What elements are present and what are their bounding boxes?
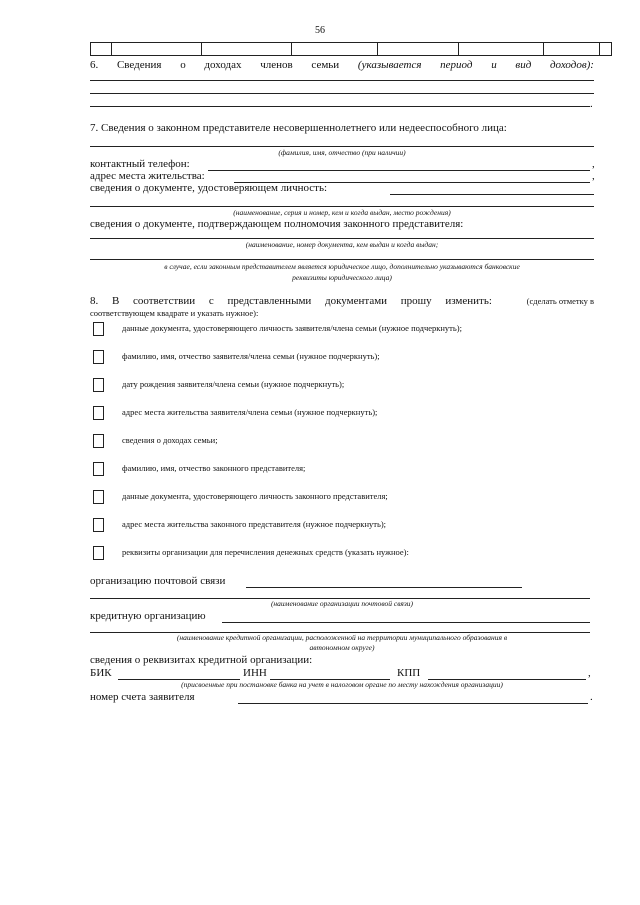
representative-name-caption: (фамилия, имя, отчество (при наличии) bbox=[278, 148, 406, 157]
credit-org-caption-1: (наименование кредитной организации, расположенной на территории муниципального образования в bbox=[176, 633, 508, 642]
table-row-fragment bbox=[90, 42, 612, 56]
option-checkbox[interactable] bbox=[93, 406, 104, 420]
section-6-word: доходах bbox=[204, 59, 242, 71]
section-8-word: представленными bbox=[227, 295, 312, 307]
option-label: данные документа, удостоверяющего личность законного представителя; bbox=[122, 491, 388, 501]
option-checkbox[interactable] bbox=[93, 518, 104, 532]
option-label: адрес места жительства законного представителя (нужное подчеркнуть); bbox=[122, 519, 387, 529]
authority-doc-field[interactable] bbox=[90, 238, 594, 239]
section-8-word: В bbox=[111, 295, 120, 307]
inn-label: ИНН bbox=[243, 667, 267, 679]
credit-org-label: кредитную организацию bbox=[90, 610, 206, 622]
option-label: адрес места жительства заявителя/члена семьи (нужное подчеркнуть); bbox=[122, 407, 378, 417]
identity-doc-field-2[interactable] bbox=[90, 206, 594, 207]
table-cell-divider bbox=[291, 43, 292, 55]
section-8-title-main bbox=[90, 296, 492, 307]
section-6-title bbox=[90, 60, 594, 71]
section-8-subtitle: соответствующем квадрате и указать нужное): bbox=[90, 308, 259, 318]
identity-doc-field[interactable] bbox=[390, 194, 594, 195]
legal-entity-note-2: реквизиты юридического лица) bbox=[292, 273, 392, 282]
page-number: 56 bbox=[315, 25, 325, 36]
section-6-word: 6. bbox=[90, 59, 99, 71]
option-label: реквизиты организации для перечисления денежных средств (указать нужное): bbox=[122, 547, 409, 557]
table-cell-divider bbox=[458, 43, 459, 55]
phone-field[interactable] bbox=[208, 170, 590, 171]
section-6-word: семьи bbox=[311, 59, 340, 71]
section-8-word: изменить: bbox=[445, 295, 492, 307]
option-checkbox[interactable] bbox=[93, 546, 104, 560]
section-8-word: с bbox=[208, 295, 214, 307]
authority-doc-label: сведения о документе, подтверждающем полномочия законного представителя: bbox=[90, 218, 464, 230]
section-6-word: вид bbox=[515, 59, 532, 71]
option-checkbox[interactable] bbox=[93, 462, 104, 476]
option-checkbox[interactable] bbox=[93, 490, 104, 504]
option-checkbox[interactable] bbox=[93, 350, 104, 364]
identity-doc-label: сведения о документе, удостоверяющем личность: bbox=[90, 182, 328, 194]
account-period: . bbox=[590, 691, 593, 703]
account-field[interactable] bbox=[238, 703, 588, 704]
section-8-title bbox=[90, 296, 594, 307]
table-cell-divider bbox=[543, 43, 544, 55]
option-checkbox[interactable] bbox=[93, 322, 104, 336]
authority-doc-field-2[interactable] bbox=[90, 259, 594, 260]
bik-label: БИК bbox=[90, 667, 112, 679]
authority-doc-caption: (наименование, номер документа, кем выдан и когда выдан; bbox=[245, 240, 439, 249]
credit-org-caption-2: автономном округе) bbox=[309, 643, 375, 652]
post-org-label: организацию почтовой связи bbox=[90, 575, 226, 587]
legal-entity-note-1: в случае, если законным представителем является юридическое лицо, дополнительно указываются банковские bbox=[164, 262, 520, 271]
option-label: фамилию, имя, отчество заявителя/члена семьи (нужное подчеркнуть); bbox=[122, 351, 380, 361]
kpp-label: КПП bbox=[397, 667, 421, 679]
section-8-word: соответствии bbox=[133, 295, 196, 307]
post-org-caption: (наименование организации почтовой связи) bbox=[270, 599, 414, 608]
address-label: адрес места жительства: bbox=[90, 170, 205, 182]
requisites-label: сведения о реквизитах кредитной организации: bbox=[90, 654, 313, 666]
table-cell-divider bbox=[201, 43, 202, 55]
section-8-word: документами bbox=[325, 295, 388, 307]
requisites-caption: (присвоенные при постановке банка на учет в налоговом органе по месту нахождения организации) bbox=[181, 680, 503, 689]
option-label: данные документа, удостоверяющего личность заявителя/члена семьи (нужное подчеркнуть); bbox=[122, 323, 462, 333]
post-org-field[interactable] bbox=[246, 587, 522, 588]
table-cell-divider bbox=[111, 43, 112, 55]
phone-comma: , bbox=[592, 158, 595, 170]
option-label: сведения о доходах семьи; bbox=[122, 435, 218, 445]
income-end-mark: . bbox=[590, 98, 593, 110]
section-6-word: (указывается bbox=[357, 59, 422, 71]
section-8-word: прошу bbox=[400, 295, 432, 307]
kpp-comma: , bbox=[588, 667, 591, 679]
account-label: номер счета заявителя bbox=[90, 691, 195, 703]
option-label: дату рождения заявителя/члена семьи (нужное подчеркнуть); bbox=[122, 379, 345, 389]
section-8-word: 8. bbox=[90, 295, 99, 307]
income-line-3[interactable] bbox=[90, 106, 590, 107]
option-label: фамилию, имя, отчество законного представителя; bbox=[122, 463, 306, 473]
table-cell-divider bbox=[599, 43, 600, 55]
section-6-word: Сведения bbox=[116, 59, 162, 71]
representative-name-line[interactable] bbox=[90, 146, 594, 147]
option-checkbox[interactable] bbox=[93, 378, 104, 392]
section-6-word: доходов): bbox=[549, 59, 594, 71]
income-line-1[interactable] bbox=[90, 80, 594, 81]
address-comma: , bbox=[592, 170, 595, 182]
section-6-word: о bbox=[180, 59, 186, 71]
phone-label: контактный телефон: bbox=[90, 158, 190, 170]
identity-doc-caption: (наименование, серия и номер, кем и когда выдан, место рождения) bbox=[233, 208, 451, 217]
section-8-title-tail: (сделать отметку в bbox=[526, 296, 594, 306]
credit-org-field[interactable] bbox=[222, 622, 590, 623]
table-cell-divider bbox=[377, 43, 378, 55]
section-6-word: членов bbox=[260, 59, 293, 71]
section-6-word: и bbox=[491, 59, 497, 71]
option-checkbox[interactable] bbox=[93, 434, 104, 448]
section-6-word: период bbox=[440, 59, 473, 71]
income-line-2[interactable] bbox=[90, 93, 594, 94]
section-7-title: 7. Сведения о законном представителе несовершеннолетнего или недееспособного лица: bbox=[90, 122, 507, 134]
